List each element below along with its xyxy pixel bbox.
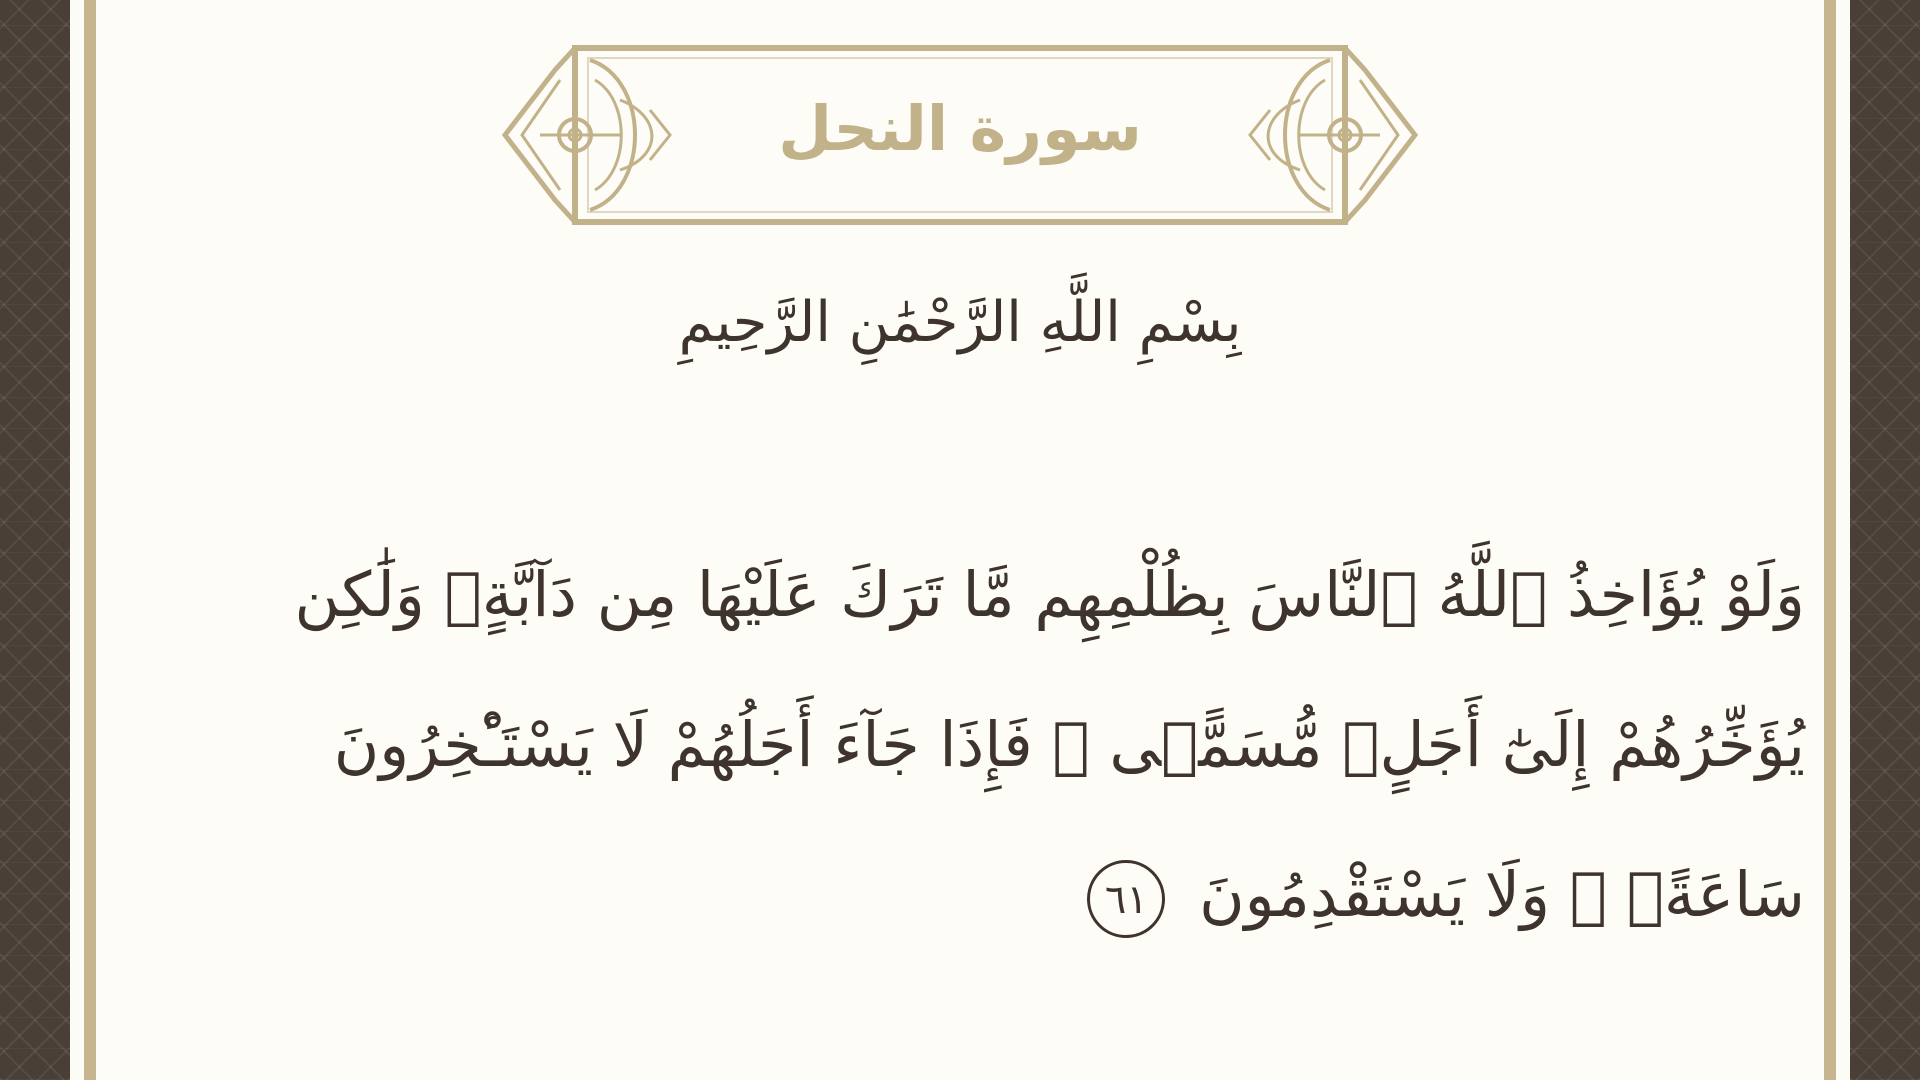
surah-title: سورة النحل [778,92,1142,165]
verse-text: وَلَوْ يُؤَاخِذُ ٱللَّهُ ٱلنَّاسَ بِظُلْمِهِم مَّا تَرَكَ عَلَيْهَا مِن دَآبَّةٍۢ وَلَٰكِن يُؤَخِّرُهُمْ إِلَىٰٓ أَجَلٍۢ مُّسَمًّۭى ۖ فَإِذَا جَآءَ أَجَلُهُمْ لَا يَسْتَـْٔخِرُونَ سَاعَةًۭ ۖ وَلَا يَسْتَقْدِمُونَ [294,558,1805,931]
basmala: بِسْمِ اللَّهِ الرَّحْمَٰنِ الرَّحِيمِ [678,290,1242,355]
right-gold-stripe [1824,0,1836,1080]
ayah-number-marker: ٦١ [1087,860,1165,938]
verse-block [165,520,1805,970]
left-gold-stripe [84,0,96,1080]
right-ornamental-border [1850,0,1920,1080]
surah-title-frame [500,40,1420,230]
left-ornamental-border [0,0,70,1080]
